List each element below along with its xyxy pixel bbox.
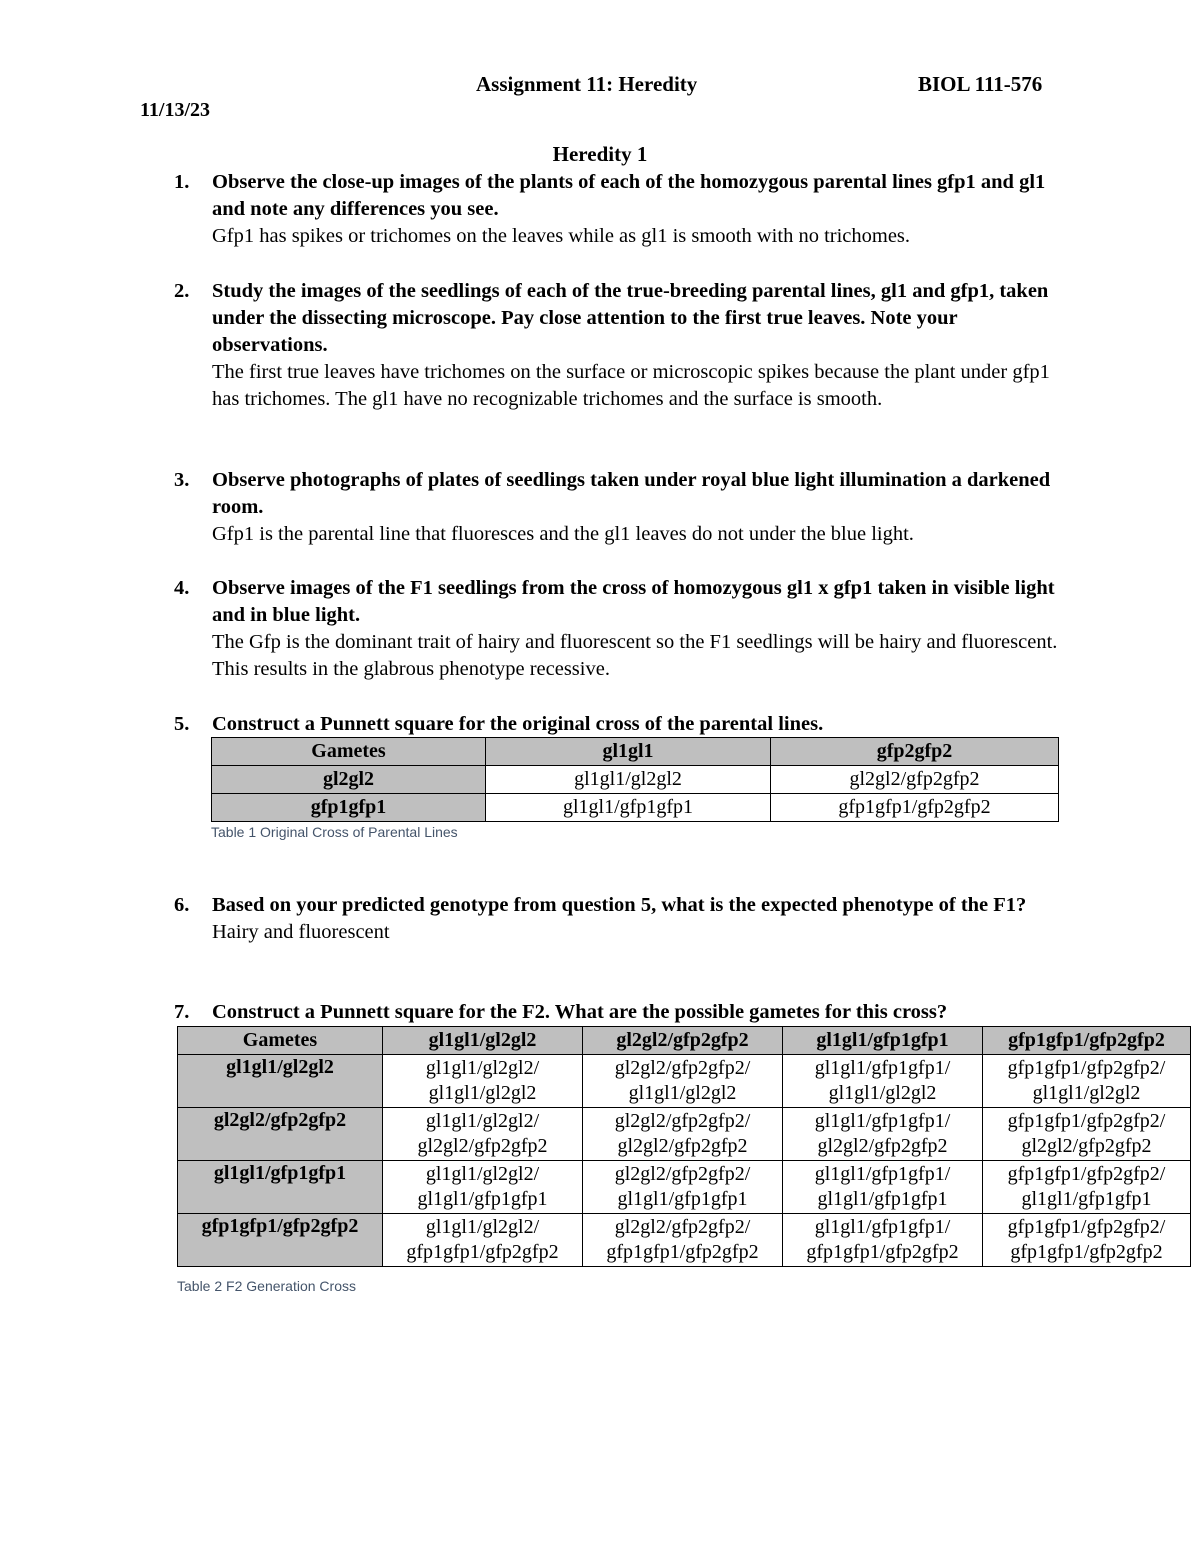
question-3 [174, 467, 1072, 548]
section-title: Heredity 1 [552, 142, 648, 166]
question-answer: Gfp1 is the parental line that fluoresces and the gl1 leaves do not under the blue light. [212, 523, 914, 545]
table-cell: gl1gl1/gl2gl2/ gl1gl1/gl2gl2 [383, 1055, 583, 1108]
table-cell: gfp1gfp1/gfp2gfp2 [771, 794, 1059, 822]
table-cell: gl1gl1/gl2gl2/ gfp1gfp1/gfp2gfp2 [383, 1214, 583, 1267]
table-cell: gl1gl1/gfp1gfp1/ gl2gl2/gfp2gfp2 [783, 1108, 983, 1161]
question-prompt: Study the images of the seedlings of each of the true-breeding parental lines, gl1 and gfp1, taken under the dissecting microscope. Pay close attention to the first true leaves. Note your observations. [212, 280, 1049, 356]
table-cell: gl1gl1/gl2gl2/ gl2gl2/gfp2gfp2 [383, 1108, 583, 1161]
table-cell: gl1gl1/gfp1gfp1/ gl1gl1/gl2gl2 [783, 1055, 983, 1108]
table-header-cell: Gametes [178, 1027, 383, 1055]
question-answer: The first true leaves have trichomes on the surface or microscopic spikes because the plant under gfp1 has trichomes. The gl1 have no recognizable trichomes and the surface is smooth. [212, 361, 1050, 410]
question-7 [174, 999, 1072, 1026]
table-cell: gfp1gfp1/gfp2gfp2/ gl2gl2/gfp2gfp2 [983, 1108, 1191, 1161]
question-number: 3. [174, 469, 190, 491]
question-prompt: Construct a Punnett square for the original cross of the parental lines. [212, 713, 824, 735]
table-cell: gfp1gfp1/gfp2gfp2/ gl1gl1/gl2gl2 [983, 1055, 1191, 1108]
table-row-header: gl2gl2 [212, 766, 486, 794]
table-header-cell: Gametes [212, 738, 486, 766]
table-row [212, 794, 1059, 822]
table-row [178, 1161, 1191, 1214]
assignment-title: Assignment 11: Heredity [476, 72, 698, 96]
question-prompt: Construct a Punnett square for the F2. What are the possible gametes for this cross? [212, 1001, 948, 1023]
question-number: 7. [174, 1001, 190, 1023]
table-cell: gl1gl1/gl2gl2 [486, 766, 771, 794]
question-6 [174, 892, 1072, 946]
table-header-row [178, 1027, 1191, 1055]
question-5 [174, 711, 1072, 738]
table-cell: gl2gl2/gfp2gfp2/ gl1gl1/gl2gl2 [583, 1055, 783, 1108]
table-cell: gl2gl2/gfp2gfp2/ gfp1gfp1/gfp2gfp2 [583, 1214, 783, 1267]
table-header-row [212, 738, 1059, 766]
question-prompt: Based on your predicted genotype from question 5, what is the expected phenotype of the F1? [212, 894, 1027, 916]
date: 11/13/23 [140, 99, 211, 121]
table-cell: gl2gl2/gfp2gfp2 [771, 766, 1059, 794]
question-number: 5. [174, 713, 190, 735]
table-row-header: gl1gl1/gl2gl2 [178, 1055, 383, 1108]
question-2 [174, 278, 1072, 413]
table-cell: gl1gl1/gfp1gfp1 [486, 794, 771, 822]
punnett-table-parental [211, 737, 1059, 822]
table-row [178, 1055, 1191, 1108]
table-row [178, 1108, 1191, 1161]
table-header-cell: gl1gl1 [486, 738, 771, 766]
question-number: 1. [174, 171, 190, 193]
table-cell: gl1gl1/gfp1gfp1/ gl1gl1/gfp1gfp1 [783, 1161, 983, 1214]
table-header-cell: gl1gl1/gl2gl2 [383, 1027, 583, 1055]
table-cell: gl2gl2/gfp2gfp2/ gl1gl1/gfp1gfp1 [583, 1161, 783, 1214]
table-row-header: gl2gl2/gfp2gfp2 [178, 1108, 383, 1161]
table-cell: gfp1gfp1/gfp2gfp2/ gl1gl1/gfp1gfp1 [983, 1161, 1191, 1214]
table-header-cell: gfp1gfp1/gfp2gfp2 [983, 1027, 1191, 1055]
table-header-cell: gfp2gfp2 [771, 738, 1059, 766]
table-cell: gl1gl1/gl2gl2/ gl1gl1/gfp1gfp1 [383, 1161, 583, 1214]
question-4 [174, 575, 1072, 683]
question-prompt: Observe the close-up images of the plants of each of the homozygous parental lines gfp1 and gl1 and note any differences you see. [212, 171, 1046, 220]
question-1 [174, 169, 1072, 250]
table-header-cell: gl1gl1/gfp1gfp1 [783, 1027, 983, 1055]
question-answer: Gfp1 has spikes or trichomes on the leaves while as gl1 is smooth with no trichomes. [212, 225, 911, 247]
punnett-table-f2 [177, 1026, 1191, 1267]
question-prompt: Observe photographs of plates of seedlings taken under royal blue light illumination a darkened room. [212, 469, 1051, 518]
question-prompt: Observe images of the F1 seedlings from the cross of homozygous gl1 x gfp1 taken in visible light and in blue light. [212, 577, 1055, 626]
table-cell: gl1gl1/gfp1gfp1/ gfp1gfp1/gfp2gfp2 [783, 1214, 983, 1267]
table-row [212, 766, 1059, 794]
table-row-header: gl1gl1/gfp1gfp1 [178, 1161, 383, 1214]
question-number: 4. [174, 577, 190, 599]
question-number: 6. [174, 894, 190, 916]
table-row-header: gfp1gfp1 [212, 794, 486, 822]
table-cell: gfp1gfp1/gfp2gfp2/ gfp1gfp1/gfp2gfp2 [983, 1214, 1191, 1267]
course-code: BIOL 111-576 [918, 72, 1043, 96]
table-caption: Table 1 Original Cross of Parental Lines [211, 824, 458, 840]
table-cell: gl2gl2/gfp2gfp2/ gl2gl2/gfp2gfp2 [583, 1108, 783, 1161]
question-number: 2. [174, 280, 190, 302]
question-answer: The Gfp is the dominant trait of hairy and fluorescent so the F1 seedlings will be hairy and fluorescent. This results in the glabrous phenotype recessive. [212, 631, 1058, 680]
table-row-header: gfp1gfp1/gfp2gfp2 [178, 1214, 383, 1267]
table-row [178, 1214, 1191, 1267]
table-header-cell: gl2gl2/gfp2gfp2 [583, 1027, 783, 1055]
question-answer: Hairy and fluorescent [212, 921, 390, 943]
table-caption: Table 2 F2 Generation Cross [177, 1278, 356, 1294]
